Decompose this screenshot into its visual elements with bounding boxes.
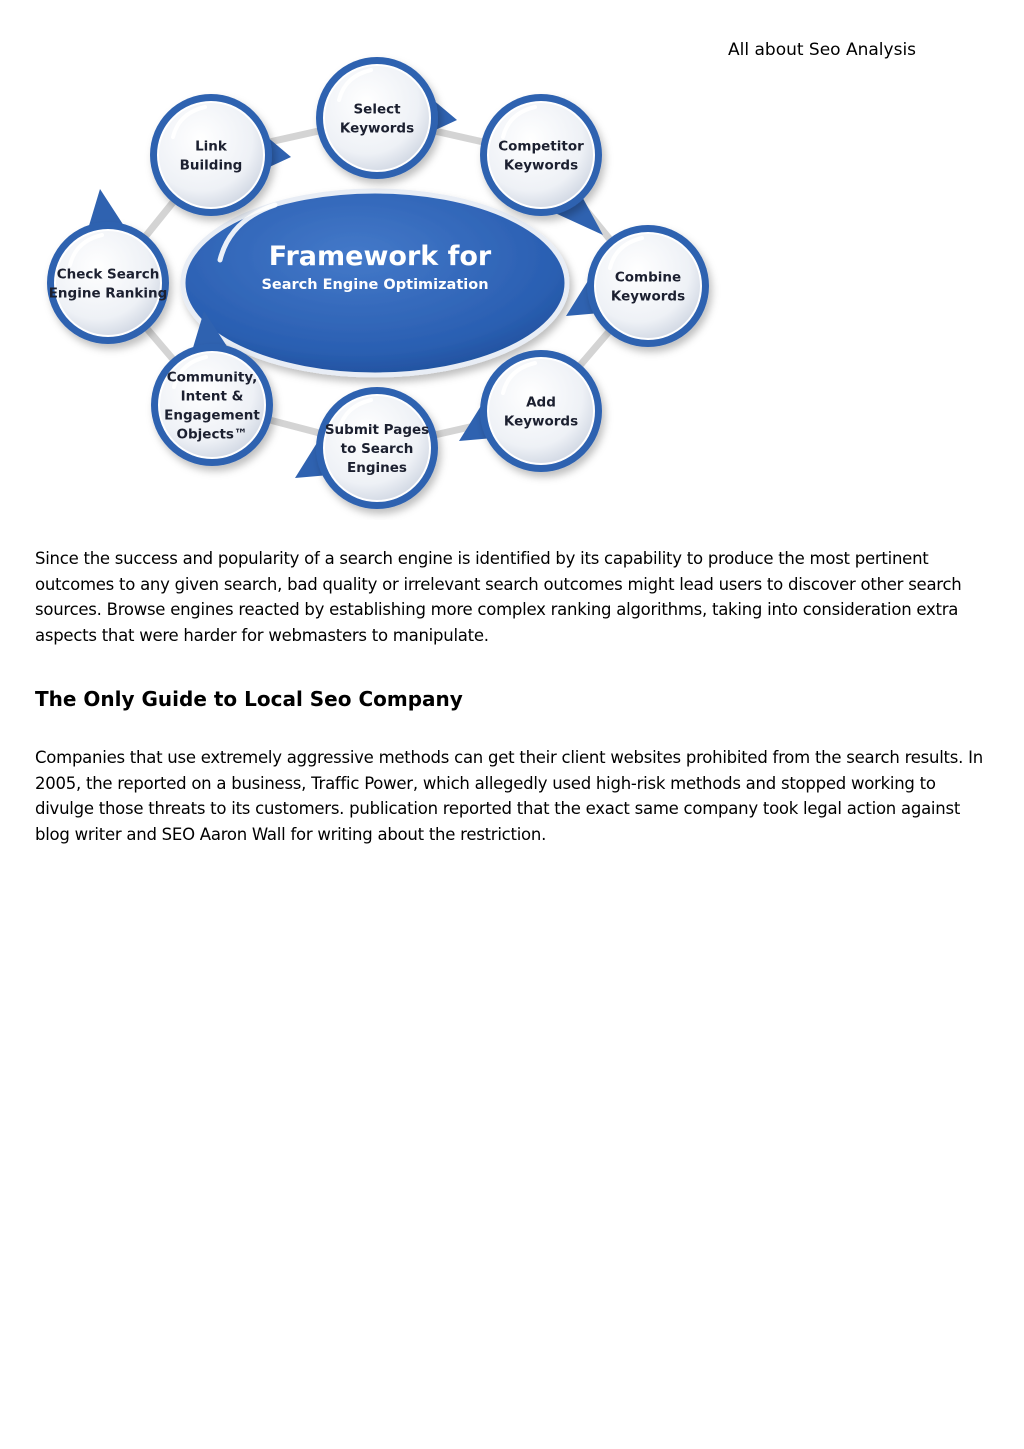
node-bubble	[324, 65, 430, 171]
section-heading: The Only Guide to Local Seo Company	[35, 686, 463, 711]
node-bubble	[595, 233, 701, 339]
node-label: Check Search	[56, 266, 160, 283]
node-label: Link	[195, 138, 227, 155]
paragraph-1: Since the success and popularity of a search engine is identified by its capability to produce the most pertinent outcomes to any given search, bad quality or irrelevant search outcomes might lead users to discover other search sources. Browse engines reacted by establishing more complex ranking algorithms, taking into consideration extra aspects that were harder for webmasters to manipulate.	[35, 549, 962, 646]
node-label: Building	[179, 157, 243, 174]
node-bubble	[488, 358, 594, 464]
node-label: Keywords	[610, 288, 686, 305]
seo-framework-svg	[30, 40, 730, 520]
node-label: Combine	[614, 269, 682, 286]
center-title: Framework for	[268, 241, 492, 272]
node-label: Engine Ranking	[48, 285, 168, 302]
node-select-keywords	[316, 57, 457, 179]
node-label: Add	[526, 394, 556, 411]
node-label: Keywords	[503, 413, 579, 430]
center-ellipse	[183, 191, 567, 375]
node-label: Intent &	[180, 388, 244, 405]
node-bubble	[158, 102, 264, 208]
node-label: Community,	[166, 369, 258, 386]
node-label: Keywords	[503, 157, 579, 174]
node-label: Keywords	[339, 120, 415, 137]
node-add-keywords	[459, 350, 602, 472]
center-subtitle: Search Engine Optimization	[261, 277, 489, 293]
node-submit-pages	[295, 387, 438, 509]
node-label: to Search	[340, 441, 414, 457]
seo-framework-diagram	[30, 40, 730, 520]
node-label: Submit Pages	[324, 422, 430, 438]
node-bubble	[55, 230, 161, 336]
node-link-building	[150, 94, 291, 216]
article-content	[35, 546, 990, 848]
node-label: Competitor	[498, 138, 584, 155]
node-label: Engagement	[164, 407, 260, 424]
node-label: Engines	[347, 460, 407, 476]
node-label: Objects™	[176, 426, 248, 443]
node-check-search-ranking	[47, 189, 169, 344]
paragraph-2: Companies that use extremely aggressive methods can get their client websites prohibited from the search results. In 2005, the reported on a business, Traffic Power, which allegedly used high-risk methods and stopped working to divulge those threats to its customers. publication reported that the exact same company took legal action against blog writer and SEO Aaron Wall for writing about the restriction.	[35, 747, 983, 844]
page-header-title: All about Seo Analysis	[728, 40, 917, 60]
node-label: Select	[353, 101, 401, 118]
node-combine-keywords	[566, 225, 709, 347]
node-bubble	[488, 102, 594, 208]
